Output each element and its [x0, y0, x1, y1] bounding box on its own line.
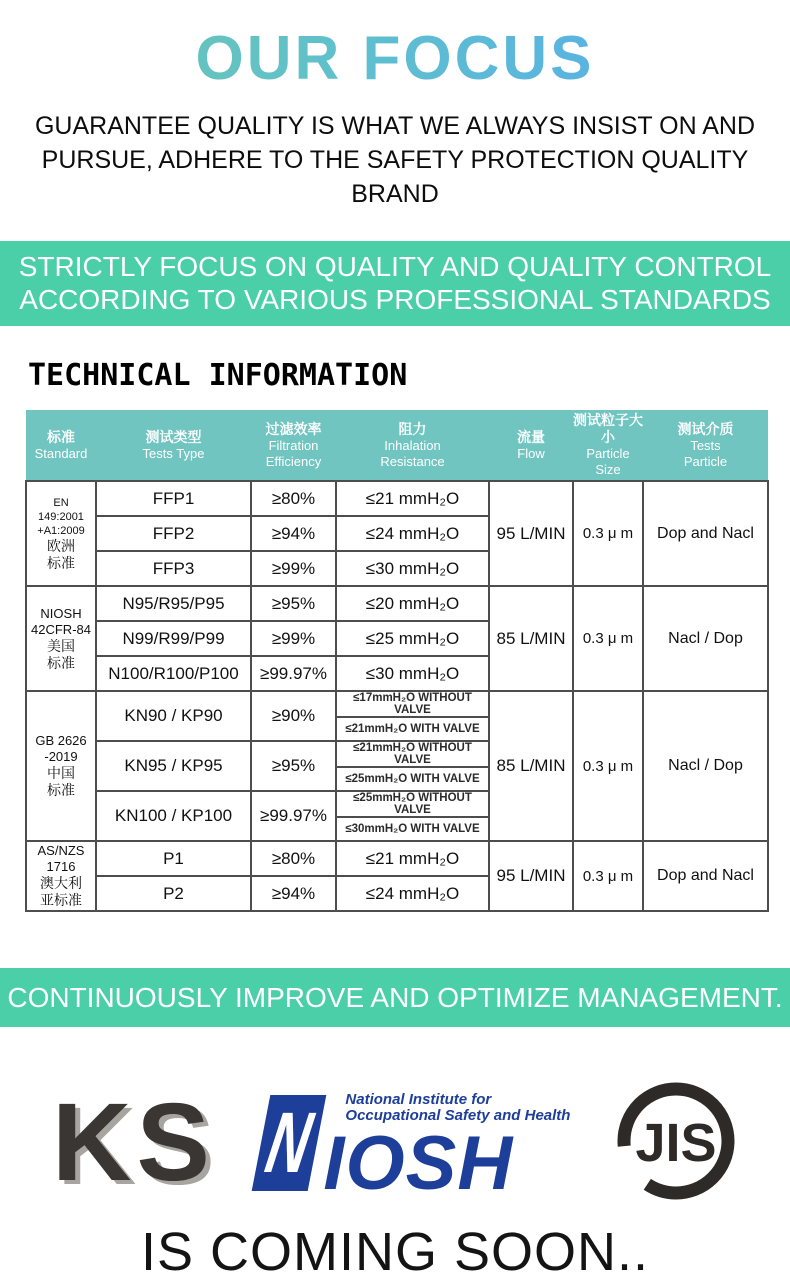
efficiency-cell: ≥80% [251, 481, 336, 516]
table-row [26, 691, 768, 717]
resistance-cell: ≤20 mmH₂O [336, 586, 489, 621]
efficiency-cell: ≥95% [251, 741, 336, 791]
jis-logo [612, 1079, 740, 1207]
niosh-wordmark: IOSH [323, 1121, 514, 1207]
intro-line-2: PURSUE, ADHERE TO THE SAFETY PROTECTION QUALITY BRAND [41, 146, 749, 209]
efficiency-cell: ≥94% [251, 516, 336, 551]
efficiency-cell: ≥99% [251, 621, 336, 656]
efficiency-cell: ≥94% [251, 876, 336, 911]
coming-soon-text: IS COMING SOON.. [140, 1222, 650, 1283]
test-type-cell: N99/R99/P99 [96, 621, 251, 656]
particle-size-cell: 0.3 μ m [573, 586, 643, 691]
header-particle-size: 测试粒子大小 Particle Size [573, 410, 643, 481]
test-particle-cell: Dop and Nacl [643, 841, 768, 911]
efficiency-cell: ≥99% [251, 551, 336, 586]
resistance-cell: ≤21mmH₂O WITH VALVE [336, 717, 489, 741]
standard-cell: EN 149:2001 +A1:2009 欧洲 标准 [26, 481, 96, 586]
table-row [26, 586, 768, 621]
quality-banner [0, 241, 790, 326]
resistance-cell: ≤21 mmH₂O [336, 841, 489, 876]
flow-cell: 85 L/MIN [489, 586, 573, 691]
standard-cell: NIOSH 42CFR-84 美国 标准 [26, 586, 96, 691]
particle-size-cell: 0.3 μ m [573, 691, 643, 841]
resistance-cell: ≤25mmH₂O WITH VALVE [336, 767, 489, 791]
resistance-cell: ≤30 mmH₂O [336, 551, 489, 586]
table-row [26, 481, 768, 516]
jis-circle-icon [612, 1079, 740, 1207]
table-row [26, 841, 768, 876]
standard-cell: AS/NZS 1716 澳大利 亚标准 [26, 841, 96, 911]
efficiency-cell: ≥95% [251, 586, 336, 621]
resistance-cell: ≤25mmH₂O WITHOUT VALVE [336, 791, 489, 817]
header-standard: 标准 Standard [26, 410, 96, 481]
test-type-cell: N95/R95/P95 [96, 586, 251, 621]
ks-logo: KS [52, 1081, 215, 1205]
test-particle-cell: Dop and Nacl [643, 481, 768, 586]
test-type-cell: P2 [96, 876, 251, 911]
resistance-cell: ≤30 mmH₂O [336, 656, 489, 691]
jis-text: JIS [635, 1113, 717, 1174]
quality-banner-line-1: STRICTLY FOCUS ON QUALITY AND QUALITY CONTROL [18, 251, 772, 283]
test-type-cell: FFP2 [96, 516, 251, 551]
standard-cell: GB 2626 -2019 中国 标准 [26, 691, 96, 841]
resistance-cell: ≤30mmH₂O WITH VALVE [336, 817, 489, 841]
test-type-cell: KN90 / KP90 [96, 691, 251, 741]
particle-size-cell: 0.3 μ m [573, 481, 643, 586]
test-particle-cell: Nacl / Dop [643, 586, 768, 691]
header-tests-type: 测试类型 Tests Type [96, 410, 251, 481]
quality-banner-line-2: ACCORDING TO VARIOUS PROFESSIONAL STANDARDS [19, 284, 771, 316]
efficiency-cell: ≥99.97% [251, 656, 336, 691]
resistance-cell: ≤24 mmH₂O [336, 876, 489, 911]
test-particle-cell: Nacl / Dop [643, 691, 768, 841]
resistance-cell: ≤24 mmH₂O [336, 516, 489, 551]
test-type-cell: P1 [96, 841, 251, 876]
header-inhalation-resistance: 阻力 Inhalation Resistance [336, 410, 489, 481]
niosh-tagline: National Institute for Occupational Safety and Health [345, 1091, 571, 1125]
resistance-cell: ≤25 mmH₂O [336, 621, 489, 656]
test-type-cell: KN95 / KP95 [96, 741, 251, 791]
test-type-cell: KN100 / KP100 [96, 791, 251, 841]
flow-cell: 95 L/MIN [489, 481, 573, 586]
niosh-n-parallelogram: N [252, 1095, 327, 1191]
flow-cell: 95 L/MIN [489, 841, 573, 911]
test-type-cell: FFP3 [96, 551, 251, 586]
certification-logos-row [0, 1077, 790, 1209]
particle-size-cell: 0.3 μ m [573, 841, 643, 911]
niosh-logo [247, 1091, 579, 1207]
test-type-cell: N100/R100/P100 [96, 656, 251, 691]
efficiency-cell: ≥99.97% [251, 791, 336, 841]
improve-banner: CONTINUOUSLY IMPROVE AND OPTIMIZE MANAGEMENT. [0, 968, 790, 1027]
efficiency-cell: ≥90% [251, 691, 336, 741]
table-header-row [26, 410, 768, 481]
test-type-cell: FFP1 [96, 481, 251, 516]
intro-text [0, 109, 790, 211]
resistance-cell: ≤21 mmH₂O [336, 481, 489, 516]
section-heading: TECHNICAL INFORMATION [28, 358, 408, 394]
intro-line-1: GUARANTEE QUALITY IS WHAT WE ALWAYS INSIST ON AND [34, 112, 756, 141]
header-flow: 流量 Flow [489, 410, 573, 481]
efficiency-cell: ≥80% [251, 841, 336, 876]
page-title: OUR FOCUS [0, 26, 790, 91]
header-tests-particle: 测试介质 Tests Particle [643, 410, 768, 481]
resistance-cell: ≤17mmH₂O WITHOUT VALVE [336, 691, 489, 717]
header-filtration-efficiency: 过滤效率 Filtration Efficiency [251, 410, 336, 481]
technical-information-table [25, 410, 769, 912]
resistance-cell: ≤21mmH₂O WITHOUT VALVE [336, 741, 489, 767]
flow-cell: 85 L/MIN [489, 691, 573, 841]
